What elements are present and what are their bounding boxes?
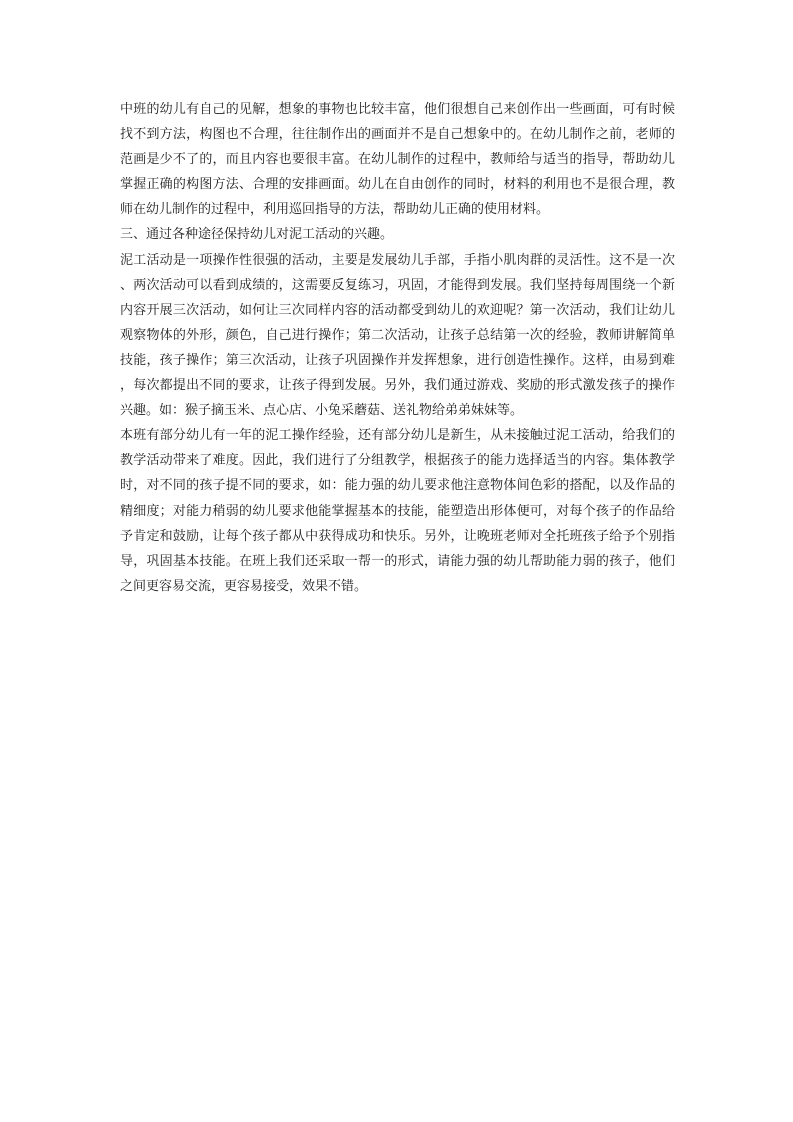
section-heading: 三、通过各种途径保持幼儿对泥工活动的兴趣。	[120, 227, 394, 243]
paragraph-group-teaching: 本班有部分幼儿有一年的泥工操作经验，还有部分幼儿是新生，从未接触过泥工活动，给我们的教学活动带来了难度。因此，我们进行了分组教学，根据孩子的能力选择适当的内容。集体教学时，对不同的孩子提不同的要求，如：能力强的幼儿要求他注意物体间色彩的搭配，以及作品的精细度；对能力稍弱的幼儿要求他能掌握基本的技能，能塑造出形体便可，对每个孩子的作品给予肯定和鼓励，让每个孩子都从中获得成功和快乐。另外，让晚班老师对全托班孩子给予个别指导，巩固基本技能。在班上我们还采取一帮一的形式，请能力强的幼儿帮助能力弱的孩子，他们之间更容易交流，更容易接受，效果不错。	[120, 428, 675, 594]
paragraph-composition: 中班的幼儿有自己的见解，想象的事物也比较丰富，他们很想自己来创作出一些画面，可有时候找不到方法，构图也不合理，往往制作出的画面并不是自己想象中的。在幼儿制作之前，老师的范画是少不了的，而且内容也要很丰富。在幼儿制作的过程中，教师给与适当的指导，帮助幼儿掌握正确的构图方法、合理的安排画面。幼儿在自由创作的同时，材料的利用也不是很合理，教师在幼儿制作的过程中，利用巡回指导的方法，帮助幼儿正确的使用材料。	[120, 102, 675, 218]
document-body	[120, 97, 675, 599]
paragraph-clay-activity: 泥工活动是一项操作性很强的活动，主要是发展幼儿手部，手指小肌肉群的灵活性。这不是一次、两次活动可以看到成绩的，这需要反复练习，巩固，才能得到发展。我们坚持每周围绕一个新内容开展三次活动，如何让三次同样内容的活动都受到幼儿的欢迎呢？第一次活动，我们让幼儿观察物体的外形，颜色，自己进行操作；第二次活动，让孩子总结第一次的经验，教师讲解简单技能，孩子操作；第三次活动，让孩子巩固操作并发挥想象，进行创造性操作。这样，由易到难，每次都提出不同的要求，让孩子得到发展。另外，我们通过游戏、奖励的形式激发孩子的操作兴趣。如：猴子摘玉米、点心店、小兔采蘑菇、送礼物给弟弟妹妹等。	[120, 252, 675, 419]
